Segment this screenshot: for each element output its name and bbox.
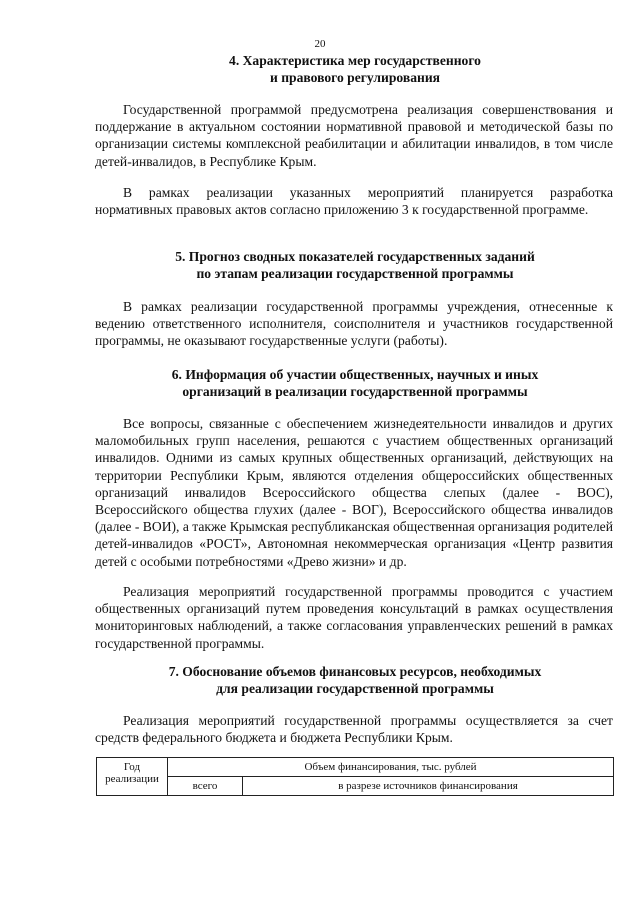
section-7-paragraph-1: Реализация мероприятий государственной программы осуществляется за счет средств федерального бюджета и бюджета Республики Крым. [95, 713, 613, 746]
total-header: всего [168, 777, 243, 796]
section-5-paragraph-1: В рамках реализации государственной программы учреждения, отнесенные к ведению ответственного исполнителя, соисполнителя и участников государственной программы, не оказывают государственные услуги (работы). [95, 299, 613, 349]
section-6-paragraph-1: Все вопросы, связанные с обеспечением жизнедеятельности инвалидов и других маломобильных групп населения, решаются с участием общественных организаций инвалидов. Одними из самых крупных общественных организаций, действующих на территории Республики Крым, являются отделения общероссийских общественных организаций инвалидов Всероссийского общества слепых (далее - ВОС), Всероссийского общества глухих (далее - ВОГ), Всероссийского общества инвалидов (далее - ВОИ), а также Крымская республиканская общественная организация родителей детей-инвалидов «РОСТ», Автономная некоммерческая организация «Центр развития детей с особыми потребностями «Древо жизни» и др. [95, 416, 613, 569]
sources-header: в разрезе источников финансирования [243, 777, 614, 796]
financing-table [96, 757, 614, 796]
table-header-row [97, 758, 614, 777]
funding-header: Объем финансирования, тыс. рублей [168, 758, 614, 777]
year-header: Год реализации [97, 758, 168, 796]
section-4-heading: 4. Характеристика мер государственного и правового регулирования [229, 53, 481, 85]
section-4-paragraph-2: В рамках реализации указанных мероприятий планируется разработка нормативных правовых актов согласно приложению 3 к государственной программе. [95, 185, 613, 218]
section-6-paragraph-2: Реализация мероприятий государственной программы проводится с участием общественных организаций путем проведения консультаций в рамках осуществления мониторинговых наблюдений, а также согласования управленческих решений в рамках государственной программы. [95, 584, 613, 651]
section-5-heading: 5. Прогноз сводных показателей государственных заданий по этапам реализации государственной программы [175, 249, 535, 281]
section-4-paragraph-1: Государственной программой предусмотрена реализация совершенствования и поддержание в актуальном состоянии нормативной правовой и методической базы по организации системы комплексной реабилитации и абилитации инвалидов, в том числе детей-инвалидов, в Республике Крым. [95, 102, 613, 169]
page-number: 20 [314, 38, 326, 50]
section-6-heading: 6. Информация об участии общественных, научных и иных организаций в реализации государственной программы [171, 367, 539, 399]
table-subheader-row [97, 777, 614, 796]
section-7-heading: 7. Обоснование объемов финансовых ресурсов, необходимых для реализации государственной программы [168, 664, 542, 696]
